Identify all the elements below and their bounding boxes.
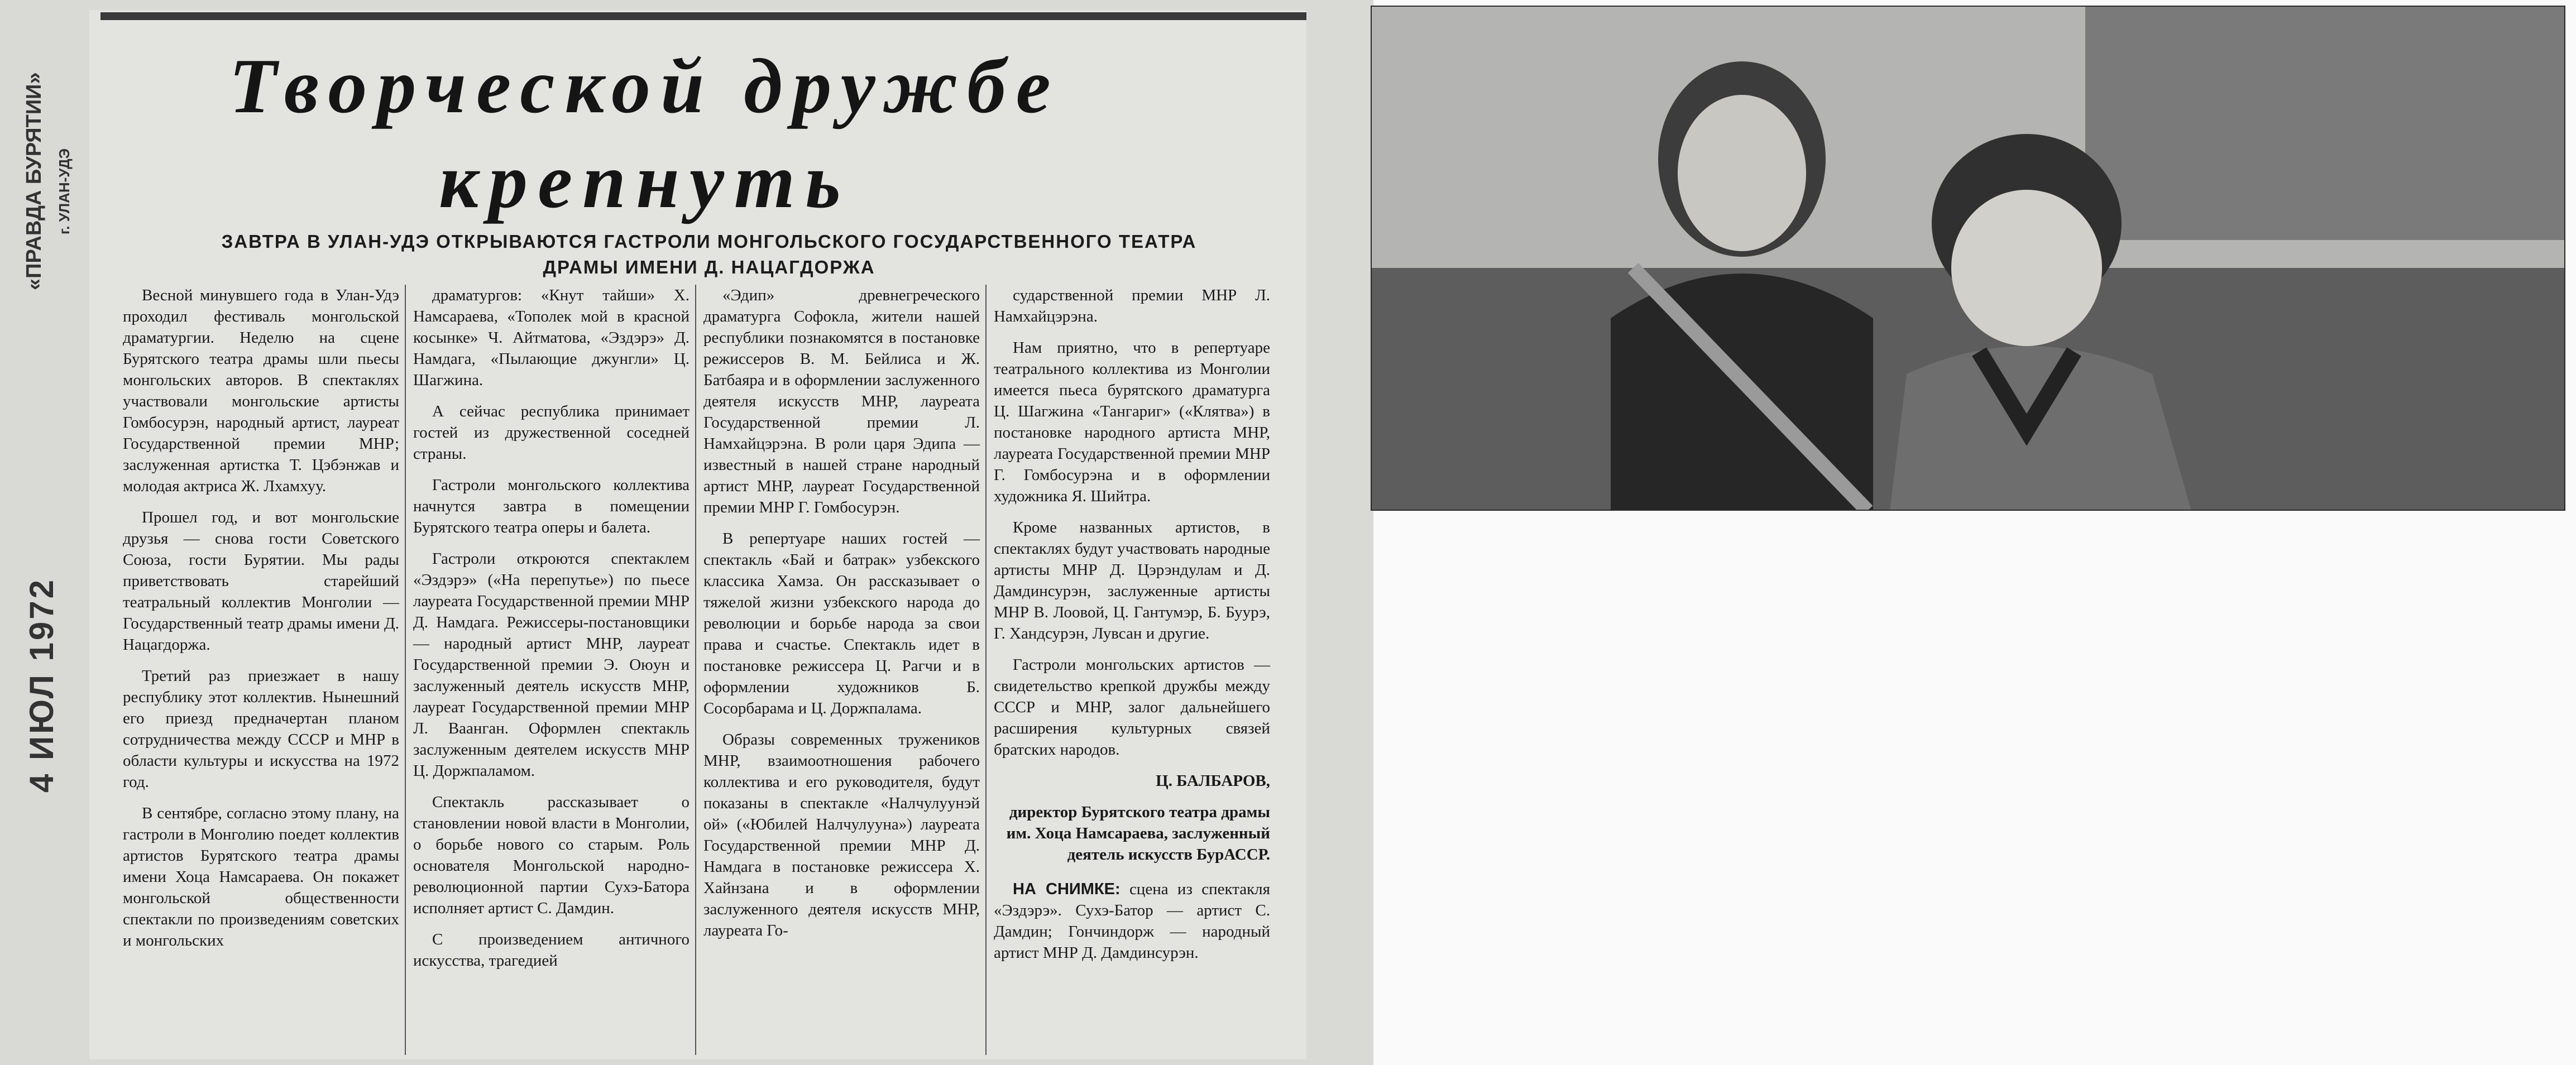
subhead-line-2: ДРАМЫ ИМЕНИ Д. НАЦАГДОРЖА [543,257,875,277]
signature-role: директор Бурятского театра драмы им. Хоца Намсараева, заслуженный деятель искусств БурАССР. [1006,803,1270,863]
paragraph: Спектакль рассказывает о становлении новой власти в Монголии, о борьбе нового со старым. Роль основателя Монгольской народно-революционной партии Сухэ-Батора исполняет артист С. Дамдин. [413,793,690,917]
top-rule [100,12,1306,20]
paragraph: Весной минувшего года в Улан-Удэ проходил фестиваль монгольской драматургии. Неделю на сцене Бурятского театра драмы шли пьесы монгольских авторов. В спектаклях участвовали монгольские артисты Гомбосурэн, народный артист, лауреат Государственной премии МНР; заслуженная артистка Т. Цэбэнжав и молодая актриса Ж. Лхамхуу. [123,286,399,495]
paragraph: сударственной премии МНР Л. Намхайцэрэна. [994,286,1270,325]
column-4 [994,285,1270,973]
paragraph: Гастроли монгольских артистов — свидетельство крепкой дружбы между СССР и МНР, залог дальнейшего расширения культурных связей братских народов. [994,656,1270,759]
paragraph: драматургов: «Кнут тайши» Х. Намсараева, «Тополек мой в красной косынке» Ч. Айтматова, «Эздэрэ» Д. Намдага, «Пылающие джунгли» Ц. Шагжина. [413,286,690,389]
paragraph: Гастроли монгольского коллектива начнутся завтра в помещении Бурятского театра оперы и балета. [413,476,690,536]
paragraph: Гастроли откроются спектаклем «Эздэрэ» («На перепутье») по пьесе лауреата Государственной премии МНР Д. Намдага. Режиссеры-постановщики — народный артист МНР, лауреат Государственной премии Э. Оюун и заслуженный деятель искусств МНР, лауреат Государственной премии МНР Л. Ваанган. Оформлен спектакль заслуженным деятелем искусств МНР Ц. Доржпаламом. [413,550,690,780]
caption-label: НА СНИМКЕ: [1013,880,1121,898]
paragraph: Прошел год, и вот монгольские друзья — снова гости Советского Союза, гости Бурятии. Мы рады приветствовать старейший театральный коллектив Монголии — Государственный театр драмы имени Д. Нацагдоржа. [123,508,399,654]
column-divider [405,285,406,1055]
column-3 [703,285,980,951]
paragraph: Третий раз приезжает в нашу республику этот коллектив. Нынешний его приезд предначертан планом сотрудничества между СССР и МНР в области культуры и искусства на 1972 год. [123,667,399,791]
paragraph: Образы современных тружеников МНР, взаимоотношения рабочего коллектива и его руководителя, будут показаны в спектакле «Налчулуунэй ой» («Юбилей Налчулууна») лауреата Государственной премии МНР Д. Намдага в постановке режиссера Х. Хайнзана и в оформлении заслуженного деятеля искусств МНР, лауреата Го- [703,731,980,939]
article-body [123,285,1301,1055]
city-stamp: г. УЛАН-УДЭ [56,148,73,234]
article-subhead [134,229,1284,280]
caption-text: сцена из спектакля «Эздэрэ». Сухэ-Батор — артист С. Дамдин; Гончиндорж — народный артист МНР Д. Дамдинсурэн. [994,880,1270,962]
paragraph: Нам приятно, что в репертуаре театрального коллектива из Монголии имеется пьеса бурятского драматурга Ц. Шагжина «Тангариг» («Клятва») в постановке народного артиста МНР, лауреата Государственной премии МНР Г. Гомбосурэна и в оформлении художника Я. Шийтра. [994,339,1270,505]
headline-line-1: Творческой дружбе [229,43,1061,129]
paragraph: А сейчас республика принимает гостей из дружественной соседней страны. [413,402,690,463]
photo-border [1371,6,2565,511]
paragraph: Кроме названных артистов, в спектаклях будут участвовать народные артисты МНР Д. Цэрэндулам и Д. Дамдинсурэн, заслуженные артисты МНР В. Лоовой, Ц. Гантумэр, Б. Буурэ, Г. Хандсурэн, Лувсан и другие. [994,519,1270,642]
headline-line-2: крепнуть [439,138,851,224]
photo-caption [994,879,1270,963]
signature-name: Ц. БАЛБАРОВ, [1156,772,1270,790]
column-1 [123,285,399,961]
paragraph: В сентябре, согласно этому плану, на гастроли в Монголию поедет коллектив артистов Бурятского театра драмы имени Хоца Намсараева. Он покажет монгольской общественности спектакли по произведениям советских и монгольских [123,804,399,949]
paragraph: «Эдип» древнегреческого драматурга Софокла, жители нашей республики познакомятся в постановке режиссеров В. М. Бейлиса и Ж. Батбаяра и в оформлении заслуженного деятеля искусств МНР, лауреата Государственной премии Л. Намхайцэрэна. В роли царя Эдипа — известный в нашей стране народный артист МНР, лауреат Государственной премии МНР Г. Гомбосурэн. [703,286,980,516]
publication-stamp: «ПРАВДА БУРЯТИИ» [22,72,46,290]
subhead-line-1: ЗАВТРА В УЛАН-УДЭ ОТКРЫВАЮТСЯ ГАСТРОЛИ МОНГОЛЬСКОГО ГОСУДАРСТВЕННОГО ТЕАТРА [221,231,1197,252]
date-stamp: 4 ИЮЛ 1972 [23,578,60,793]
column-divider [985,285,987,1055]
column-2 [413,285,690,981]
column-divider [695,285,696,1055]
paragraph: В репертуаре наших гостей — спектакль «Бай и батрак» узбекского классика Хамза. Он рассказывает о тяжелой жизни узбекского народа до революции и борьбе народа за свои права и счастье. Спектакль идет в постановке режиссера Ц. Рагчи и в оформлении художников Б. Сосорбарама и Ц. Доржпалама. [703,530,980,717]
paragraph: С произведением античного искусства, трагедией [413,930,690,970]
article-headline [100,39,1189,229]
